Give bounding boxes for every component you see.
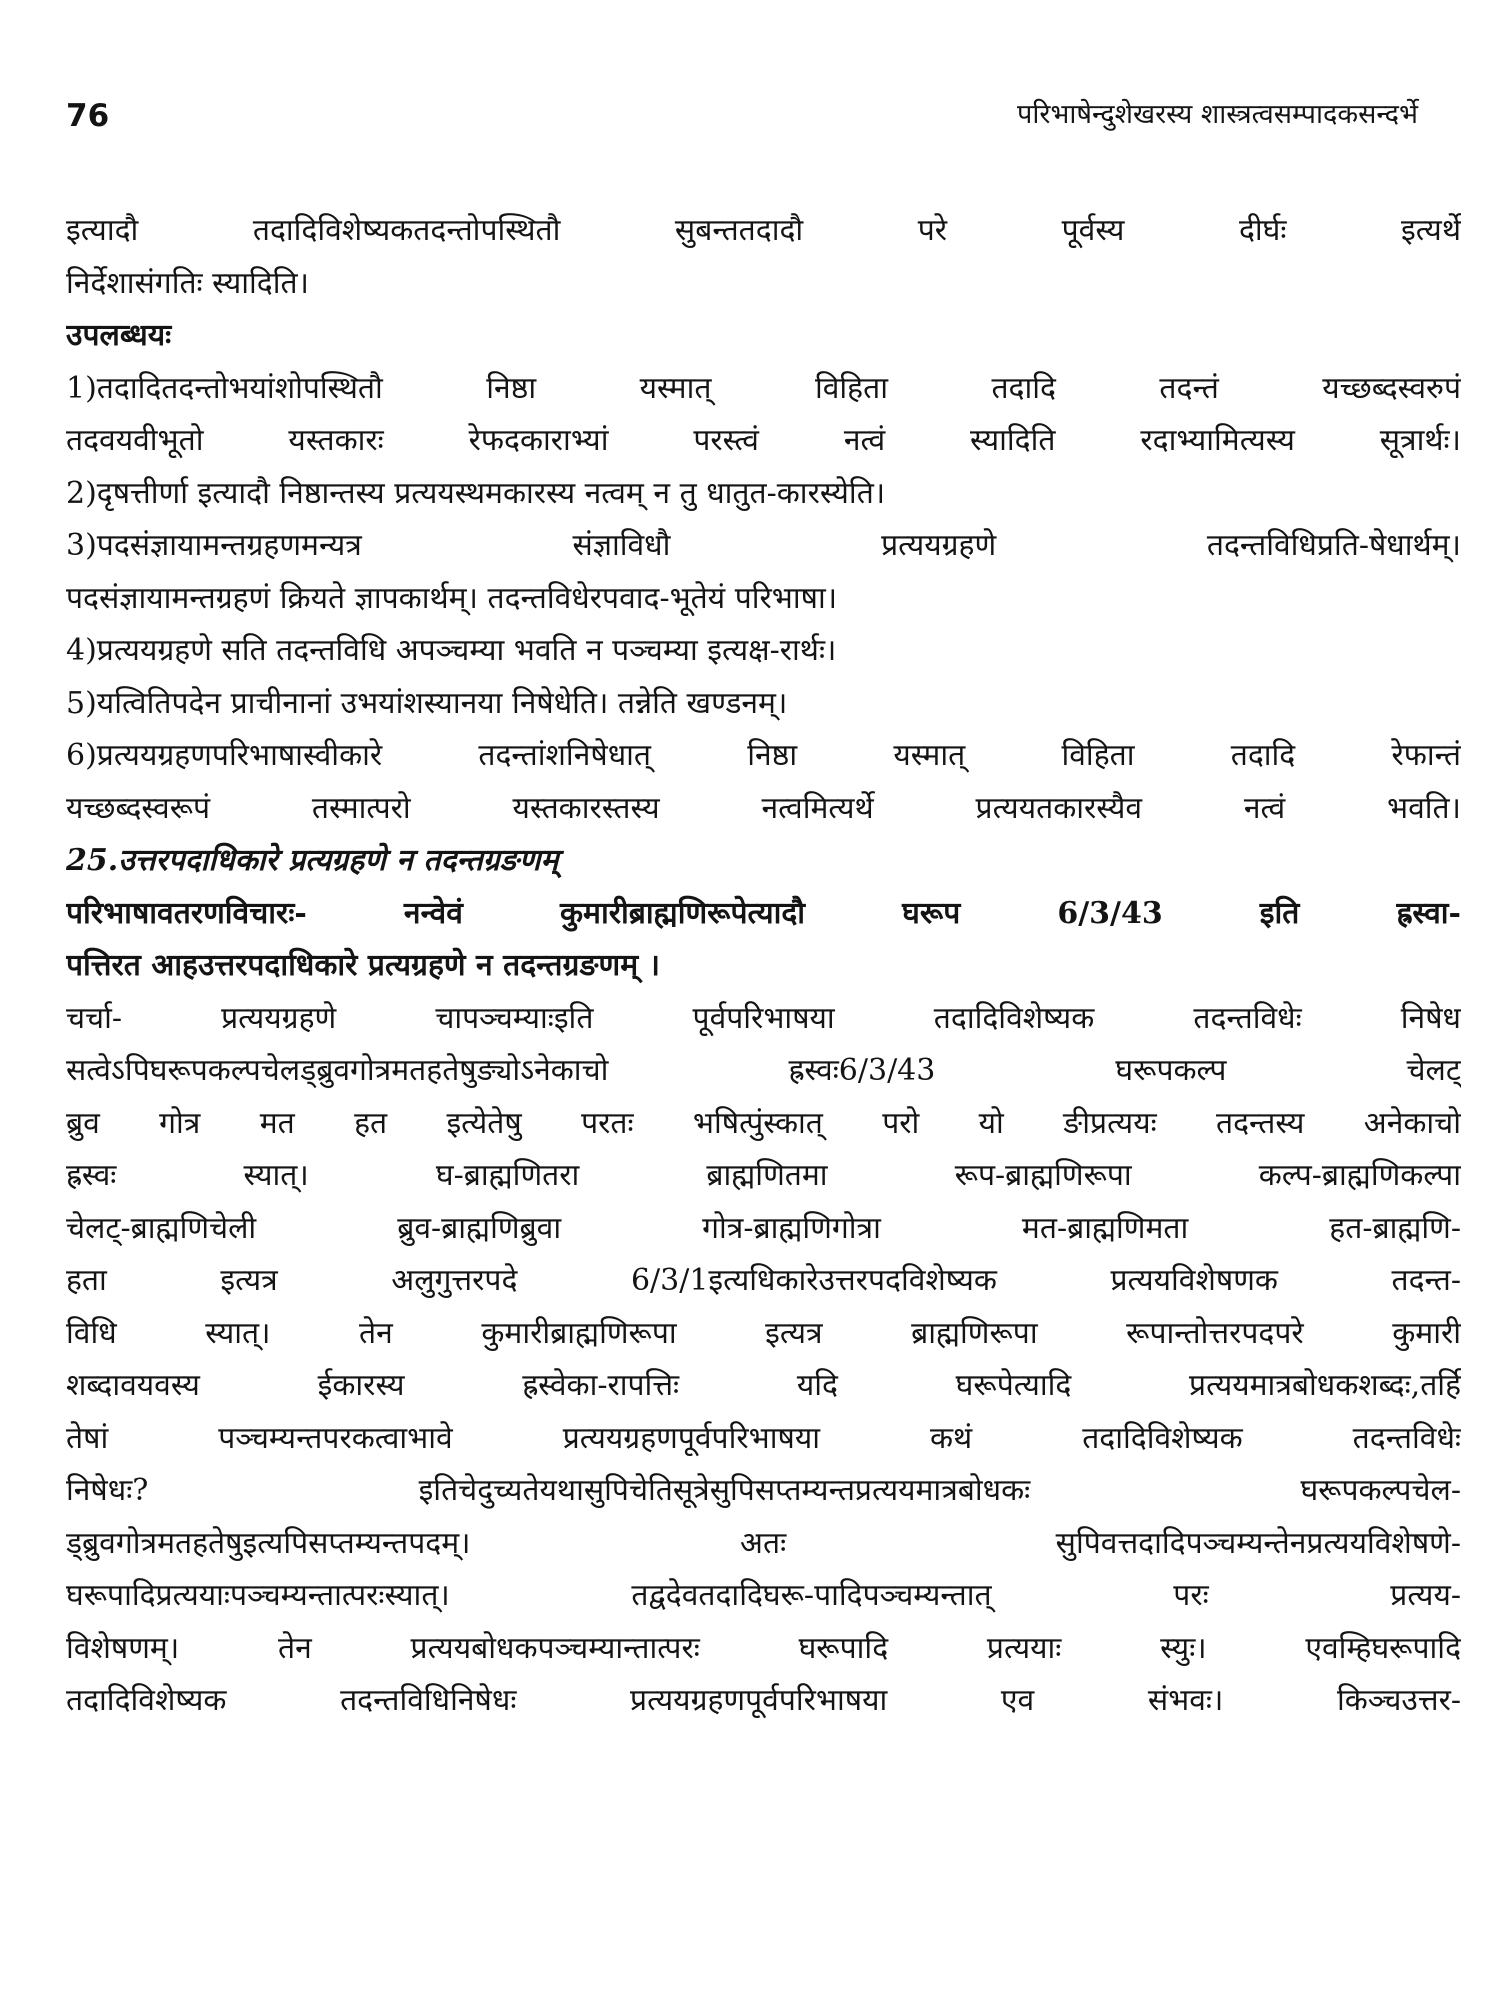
text-line: 1)तदादितदन्तोभयांशोपस्थितौ निष्ठा यस्मात् विहिता तदादि तदन्तं यच्छब्दस्वरुपं — [66, 370, 1461, 406]
text-line: निर्देशासंगतिः स्यादिति। — [66, 265, 309, 301]
running-title: परिभाषेन्दुशेखरस्य शास्त्रत्वसम्पादकसन्दर्भे — [1017, 99, 1418, 130]
text-line: निषेधः? इतिचेदुच्यतेयथासुपिचेतिसूत्रेसुपिसप्तम्यन्तप्रत्ययमात्रबोधकः घरूपकल्पचेल- — [66, 1473, 1461, 1508]
section-heading-upalabdhayah: उपलब्धयः — [66, 318, 172, 353]
text-line: 3)पदसंज्ञायामन्तग्रहणमन्यत्र संज्ञाविधौ प्रत्ययग्रहणे तदन्तविधिप्रति-षेधार्थम्। — [66, 528, 1461, 563]
text-line: विशेषणम्। तेन प्रत्ययबोधकपञ्चम्यान्तात्परः घरूपादि प्रत्ययाः स्युः। एवम्हिघरूपादि — [66, 1630, 1461, 1666]
text-line: सत्वेऽपिघरूपकल्पचेलड्ब्रुवगोत्रमतहतेषुङ्योऽनेकाचो ह्रस्वः6/3/43 घरूपकल्प चेलट् — [66, 1053, 1461, 1088]
text-line: विधि स्यात्। तेन कुमारीब्राह्मणिरूपा इत्यत्र ब्राह्मणिरूपा रूपान्तोत्तरपदपरे कुमारी — [66, 1315, 1461, 1351]
paribhasha-heading-25: 25.उत्तरपदाधिकारे प्रत्यग्रहणे न तदन्तग्रङणम् — [66, 843, 559, 878]
text-line: 4)प्रत्ययग्रहणे सति तदन्तविधि अपञ्चम्या भवति न पञ्चम्या इत्यक्ष-रार्थः। — [66, 633, 837, 668]
text-line: चेलट्-ब्राह्मणिचेली ब्रुव-ब्राह्मणिब्रुवा गोत्र-ब्राह्मणिगोत्रा मत-ब्राह्मणिमता हत-ब्राह्मणि- — [66, 1210, 1461, 1246]
text-line: ड्ब्रुवगोत्रमतहतेषुइत्यपिसप्तम्यन्तपदम्। अतः सुपिवत्तदादिपञ्चम्यन्तेनप्रत्ययविशेषणे- — [66, 1525, 1461, 1561]
text-line: तदादिविशेष्यक तदन्तविधिनिषेधः प्रत्ययग्रहणपूर्वपरिभाषया एव संभवः। किञ्चउत्तर- — [66, 1683, 1461, 1718]
text-line: 6)प्रत्ययग्रहणपरिभाषास्वीकारे तदन्तांशनिषेधात् निष्ठा यस्मात् विहिता तदादि रेफान्तं — [66, 738, 1461, 773]
text-line: घरूपादिप्रत्ययाःपञ्चम्यन्तात्परःस्यात्। तद्वदेवतदादिघरू-पादिपञ्चम्यन्तात् परः प्रत्यय- — [66, 1578, 1461, 1613]
text-line: 5)यत्वितिपदेन प्राचीनानां उभयांशस्यानया निषेधेति। तन्नेति खण्डनम्। — [66, 685, 788, 721]
text-line: इत्यादौ तदादिविशेष्यकतदन्तोपस्थितौ सुबन्ततदादौ परे पूर्वस्य दीर्घः इत्यर्थे — [66, 213, 1461, 248]
text-line: ब्रुव गोत्र मत हत इत्येतेषु परतः भषित्पुंस्कात् परो यो ङीप्रत्ययः तदन्तस्य अनेकाचो — [66, 1105, 1461, 1141]
text-line: परिभाषावतरणविचारः- नन्वेवं कुमारीब्राह्मणिरूपेत्यादौ घरूप 6/3/43 इति ह्रस्वा- — [66, 895, 1461, 931]
text-line: शब्दावयवस्य ईकारस्य ह्रस्वेका-रापत्तिः यदि घरूपेत्यादि प्रत्ययमात्रबोधकशब्दः,तर्हि — [66, 1368, 1461, 1403]
text-line: तदवयवीभूतो यस्तकारः रेफदकाराभ्यां परस्त्वं नत्वं स्यादिति रदाभ्यामित्यस्य सूत्रार्थः। — [66, 423, 1461, 458]
page-number: 76 — [66, 98, 110, 134]
text-line: पदसंज्ञायामन्तग्रहणं क्रियते ज्ञापकार्थम्। तदन्तविधेरपवाद-भूतेयं परिभाषा। — [66, 580, 838, 616]
page-header — [66, 92, 1418, 142]
text-line: चर्चा- प्रत्ययग्रहणे चापञ्चम्याःइति पूर्वपरिभाषया तदादिविशेष्यक तदन्तविधेः निषेध — [66, 1000, 1461, 1036]
text-line: तेषां पञ्चम्यन्तपरकत्वाभावे प्रत्ययग्रहणपूर्वपरिभाषया कथं तदादिविशेष्यक तदन्तविधेः — [66, 1420, 1461, 1456]
text-line: यच्छब्दस्वरूपं तस्मात्परो यस्तकारस्तस्य नत्वमित्यर्थे प्रत्ययतकारस्यैव नत्वं भवति। — [66, 790, 1461, 826]
text-line: 2)दृषत्तीर्णा इत्यादौ निष्ठान्तस्य प्रत्ययस्थमकारस्य नत्वम् न तु धातुत-कारस्येति। — [66, 475, 886, 511]
text-line: पत्तिरत आहउत्तरपदाधिकारे प्रत्यग्रहणे न तदन्तग्रङणम् । — [66, 948, 660, 983]
text-line: हता इत्यत्र अलुगुत्तरपदे 6/3/1इत्यधिकारेउत्तरपदविशेष्यक प्रत्ययविशेषणक तदन्त- — [66, 1263, 1461, 1298]
text-line: ह्रस्वः स्यात्। घ-ब्राह्मणितरा ब्राह्मणितमा रूप-ब्राह्मणिरूपा कल्प-ब्राह्मणिकल्पा — [66, 1158, 1461, 1193]
page-body — [66, 205, 1461, 1728]
